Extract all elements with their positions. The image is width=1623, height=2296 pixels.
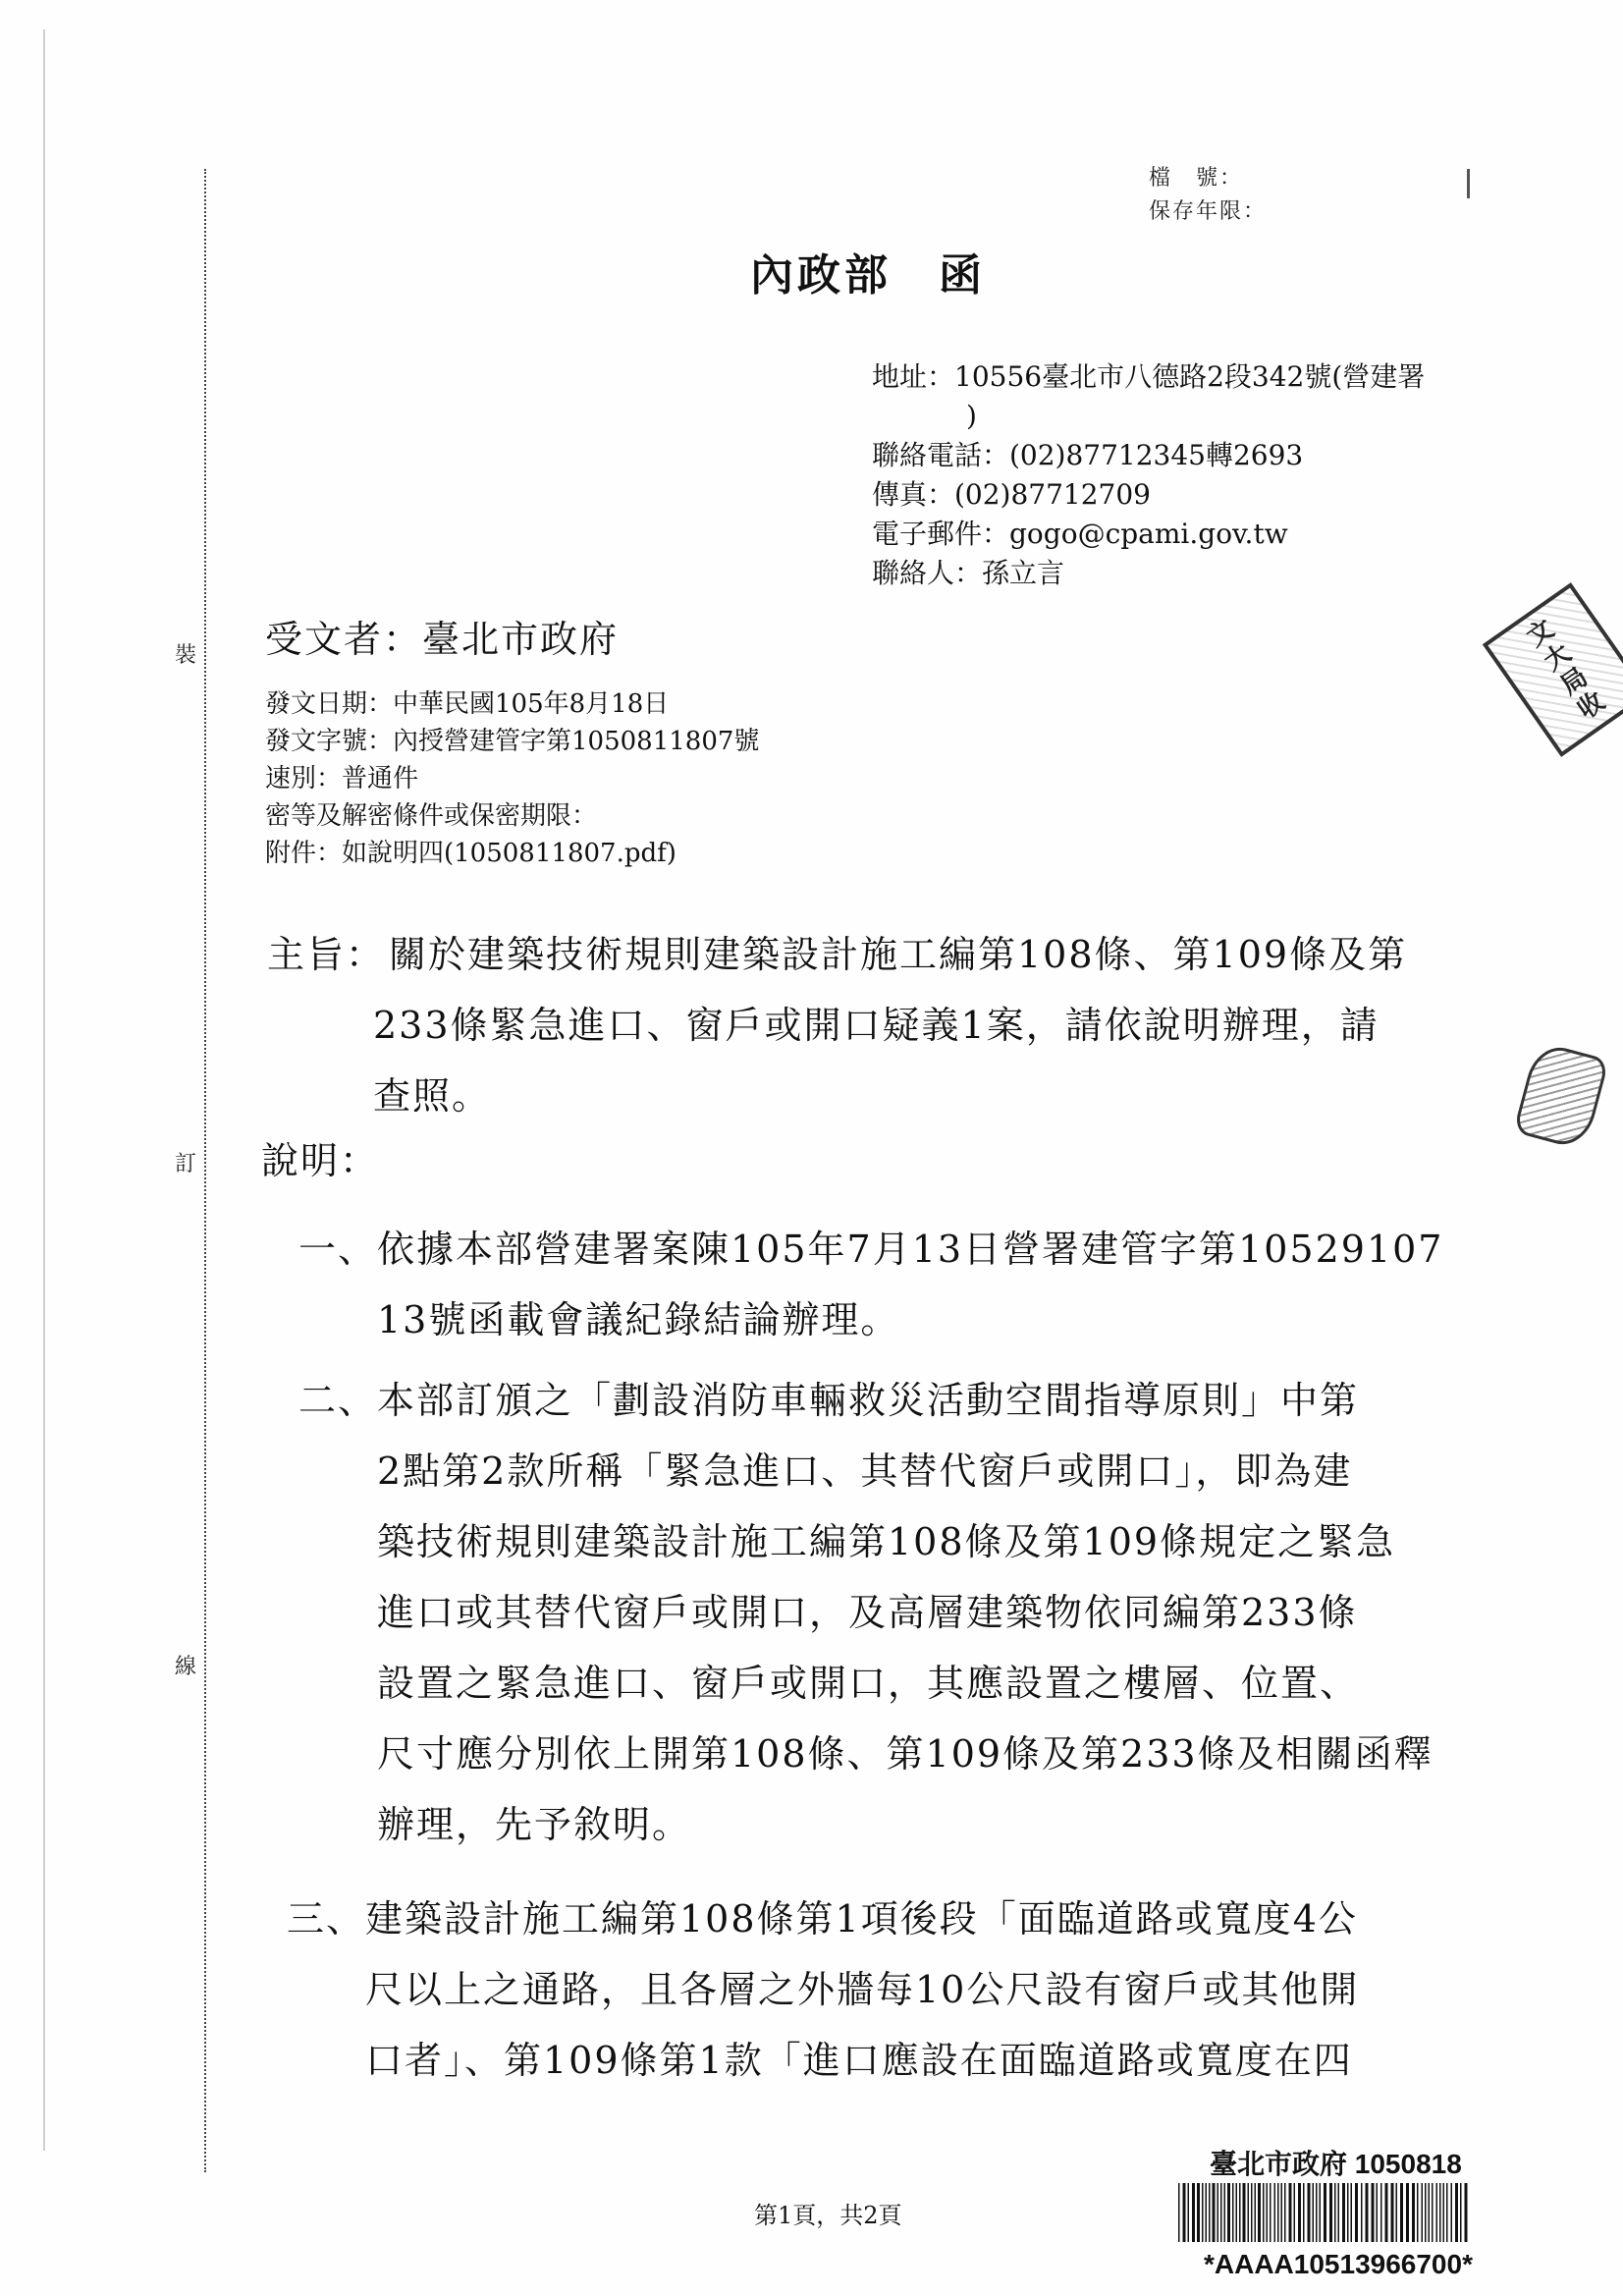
barcode-text: *AAAA10513966700*	[1204, 2249, 1473, 2279]
subject-text	[373, 919, 1408, 1131]
barcode-bar	[1303, 2183, 1305, 2242]
binding-mark-xian: 線	[173, 1646, 198, 1684]
binding-mark-ding: 訂	[173, 1143, 198, 1181]
barcode-bar	[1267, 2183, 1269, 2242]
document-title: 內政部 函	[750, 250, 986, 301]
barcode-bar	[1432, 2183, 1434, 2242]
barcode-bar	[1377, 2183, 1379, 2242]
contact-address: 地址：10556臺北市八德路2段342號(營建署	[872, 360, 1426, 393]
barcode-bar	[1281, 2183, 1283, 2242]
barcode-bar	[1227, 2183, 1230, 2242]
barcode-bar	[1334, 2183, 1336, 2242]
barcode-bar	[1446, 2183, 1448, 2242]
barcode-bar	[1284, 2183, 1286, 2242]
contact-address-cont: )	[966, 400, 977, 432]
item-line: 辦理，先予敘明。	[377, 1803, 692, 1846]
barcode-bar	[1294, 2183, 1296, 2242]
item-line: 13號函載會議紀錄結論辦理。	[377, 1298, 900, 1341]
barcode-bar	[1258, 2183, 1261, 2242]
barcode-bar	[1425, 2183, 1427, 2242]
contact-person: 聯絡人：孫立言	[872, 557, 1065, 589]
page-footer: 第1頁，共2頁	[754, 2202, 902, 2229]
barcode-bar	[1178, 2183, 1180, 2242]
item-line: 尺寸應分別依上開第108條、第109條及第233條及相關函釋	[377, 1732, 1434, 1776]
barcode-bar	[1232, 2183, 1234, 2242]
barcode-bar	[1455, 2183, 1458, 2242]
barcode-bar	[1355, 2183, 1358, 2242]
barcode-bar	[1338, 2183, 1340, 2242]
barcode-bar	[1324, 2183, 1326, 2242]
item-line: 築技術規則建築設計施工編第108條及第109條規定之緊急	[377, 1520, 1396, 1563]
explanation-item-3	[365, 1884, 1359, 2096]
receipt-stamp: 臺北市政府 1050818	[1210, 2149, 1462, 2179]
explanation-label: 說明：	[261, 1139, 380, 1182]
barcode-bar	[1436, 2183, 1438, 2242]
speed-class: 速別：普通件	[265, 764, 419, 793]
barcode-bar	[1255, 2183, 1257, 2242]
item-marker: 一、	[298, 1228, 378, 1271]
barcode-bar	[1443, 2183, 1445, 2242]
explanation-item-2	[377, 1365, 1434, 1860]
barcode-bar	[1192, 2183, 1195, 2242]
item-line: 2點第2款所稱「緊急進口、其替代窗戶或開口」，即為建	[377, 1449, 1353, 1493]
barcode-bar	[1270, 2183, 1271, 2242]
contact-email: 電子郵件：gogo@cpami.gov.tw	[872, 518, 1288, 550]
item-line: 設置之緊急進口、窗戶或開口，其應設置之樓層、位置、	[377, 1662, 1360, 1705]
subject-label: 主旨：	[267, 933, 386, 976]
explanation-item-1	[377, 1214, 1443, 1355]
barcode-bar	[1320, 2183, 1322, 2242]
barcode-bar	[1391, 2183, 1394, 2242]
barcode-bar	[1206, 2183, 1208, 2242]
barcode-bar	[1342, 2183, 1345, 2242]
barcode-bar	[1248, 2183, 1250, 2242]
file-number-label: 檔 號：	[1149, 166, 1244, 191]
item-line: 建築設計施工編第108條第1項後段「面臨道路或寬度4公	[365, 1897, 1358, 1941]
item-line: 本部訂頒之「劃設消防車輛救災活動空間指導原則」中第	[377, 1379, 1360, 1422]
barcode-bar	[1213, 2183, 1216, 2242]
subject-line: 關於建築技術規則建築設計施工編第108條、第109條及第	[389, 933, 1408, 976]
secrecy-class: 密等及解密條件或保密期限：	[265, 801, 598, 831]
barcode-bar	[1366, 2183, 1369, 2242]
attachment: 附件：如說明四(1050811807.pdf)	[265, 839, 676, 868]
barcode-bar	[1188, 2183, 1190, 2242]
contact-fax: 傳真：(02)87712709	[872, 478, 1151, 511]
seal-fragment	[1513, 1041, 1609, 1151]
barcode-bar	[1183, 2183, 1186, 2242]
barcode-bar	[1251, 2183, 1253, 2242]
barcode-bar	[1372, 2183, 1375, 2242]
retention-label: 保存年限：	[1149, 199, 1268, 224]
barcode-bar	[1274, 2183, 1276, 2242]
meta-block	[265, 685, 759, 872]
barcode-bar	[1429, 2183, 1431, 2242]
barcode-bar	[1329, 2183, 1332, 2242]
barcode-bar	[1236, 2183, 1238, 2242]
barcode-bar	[1396, 2183, 1398, 2242]
subject-line: 233條緊急進口、窗戶或開口疑義1案，請依說明辦理，請	[373, 1004, 1380, 1047]
barcode-bar	[1308, 2183, 1311, 2242]
scan-mark	[1467, 169, 1470, 198]
barcode-bar	[1412, 2183, 1415, 2242]
recipient: 受文者：臺北市政府	[265, 618, 620, 661]
receipt-seal: 文 大 局 收	[1483, 582, 1623, 757]
item-line: 依據本部營建署案陳105年7月13日營署建管字第10529107	[377, 1228, 1444, 1271]
barcode-bar	[1351, 2183, 1353, 2242]
item-line: 口者」、第109條第1款「進口應設在面臨道路或寬度在四	[365, 2039, 1353, 2082]
item-marker: 二、	[298, 1379, 378, 1422]
barcode	[1178, 2183, 1543, 2242]
barcode-bar	[1202, 2183, 1204, 2242]
barcode-bar	[1298, 2183, 1301, 2242]
barcode-bar	[1460, 2183, 1462, 2242]
barcode-bar	[1380, 2183, 1382, 2242]
barcode-bar	[1465, 2183, 1468, 2242]
barcode-bar	[1417, 2183, 1419, 2242]
barcode-bar	[1439, 2183, 1441, 2242]
barcode-bar	[1361, 2183, 1363, 2242]
barcode-bar	[1243, 2183, 1246, 2242]
binding-line	[204, 169, 206, 2172]
barcode-bar	[1316, 2183, 1318, 2242]
item-marker: 三、	[287, 1897, 366, 1941]
item-line: 進口或其替代窗戶或開口，及高層建築物依同編第233條	[377, 1591, 1358, 1634]
issue-date: 發文日期：中華民國105年8月18日	[265, 689, 670, 719]
barcode-bar	[1239, 2183, 1241, 2242]
barcode-bar	[1217, 2183, 1219, 2242]
barcode-bar	[1220, 2183, 1222, 2242]
barcode-bar	[1277, 2183, 1279, 2242]
barcode-bar	[1263, 2183, 1265, 2242]
barcode-bar	[1289, 2183, 1292, 2242]
barcode-bar	[1451, 2183, 1453, 2242]
barcode-bar	[1209, 2183, 1211, 2242]
barcode-bar	[1385, 2183, 1388, 2242]
item-line: 尺以上之通路，且各層之外牆每10公尺設有窗戶或其他開	[365, 1968, 1360, 2011]
barcode-bar	[1406, 2183, 1409, 2242]
contact-phone: 聯絡電話：(02)87712345轉2693	[872, 439, 1304, 471]
barcode-bar	[1197, 2183, 1200, 2242]
barcode-bar	[1313, 2183, 1315, 2242]
barcode-bar	[1224, 2183, 1226, 2242]
issue-number: 發文字號：內授營建管字第1050811807號	[265, 727, 760, 756]
binding-mark-zhuang: 裝	[173, 634, 198, 673]
barcode-bar	[1422, 2183, 1424, 2242]
barcode-bar	[1400, 2183, 1403, 2242]
subject-line: 查照。	[373, 1074, 492, 1118]
barcode-bar	[1347, 2183, 1349, 2242]
scan-edge-line	[43, 29, 45, 2151]
contact-block	[872, 357, 1425, 593]
